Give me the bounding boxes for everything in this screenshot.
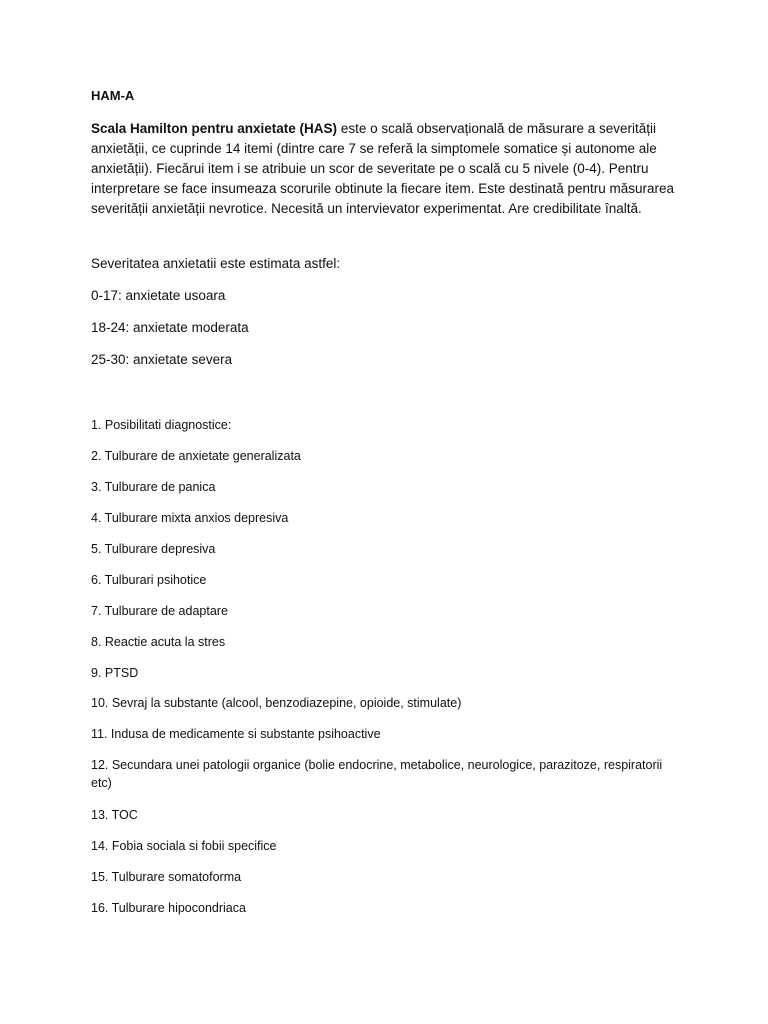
diagnostic-item: 13. TOC	[91, 808, 138, 822]
document-title: HAM-A	[91, 88, 135, 103]
diagnostic-item: 14. Fobia sociala si fobii specifice	[91, 839, 277, 853]
diagnostic-item: 4. Tulburare mixta anxios depresiva	[91, 511, 289, 525]
intro-paragraph	[91, 119, 681, 219]
diagnostic-item: 5. Tulburare depresiva	[91, 542, 216, 556]
severity-level: 18-24: anxietate moderata	[91, 320, 249, 335]
diagnostic-item: 6. Tulburari psihotice	[91, 573, 207, 587]
diagnostic-item: 3. Tulburare de panica	[91, 480, 216, 494]
intro-text: este o scală observațională de măsurare a severității anxietății, ce cuprinde 14 itemi (dintre care 7 se referă la simptomele somatice și autonome ale anxietății). Fiecărui item i se atribuie un scor de severitate pe o scală cu 5 nivele (0-4). Pentru interpretare se face insumeaza scorurile obtinute la fiecare item. Este destinată pentru măsurarea severității anxietății nevrotice. Necesită un intervievator experimentat. Are credibilitate înaltă.	[91, 121, 675, 216]
diagnostic-item: 16. Tulburare hipocondriaca	[91, 901, 246, 915]
diagnostic-item: 7. Tulburare de adaptare	[91, 604, 228, 618]
diagnostic-item: 11. Indusa de medicamente si substante psihoactive	[91, 727, 381, 741]
diagnostic-item: 2. Tulburare de anxietate generalizata	[91, 449, 301, 463]
diagnostic-item: 15. Tulburare somatoforma	[91, 870, 242, 884]
diagnostic-item: 1. Posibilitati diagnostice:	[91, 418, 232, 432]
severity-intro: Severitatea anxietatii este estimata astfel:	[91, 256, 341, 271]
diagnostic-item: 8. Reactie acuta la stres	[91, 635, 226, 649]
severity-level: 0-17: anxietate usoara	[91, 288, 226, 303]
diagnostic-item: 9. PTSD	[91, 666, 139, 680]
diagnostic-item: 10. Sevraj la substante (alcool, benzodiazepine, opioide, stimulate)	[91, 696, 462, 710]
severity-level: 25-30: anxietate severa	[91, 352, 233, 367]
intro-bold-term: Scala Hamilton pentru anxietate (HAS)	[91, 121, 338, 136]
diagnostic-item: 12. Secundara unei patologii organice (bolie endocrine, metabolice, neurologice, parazitoze, respiratorii etc)	[91, 758, 663, 790]
